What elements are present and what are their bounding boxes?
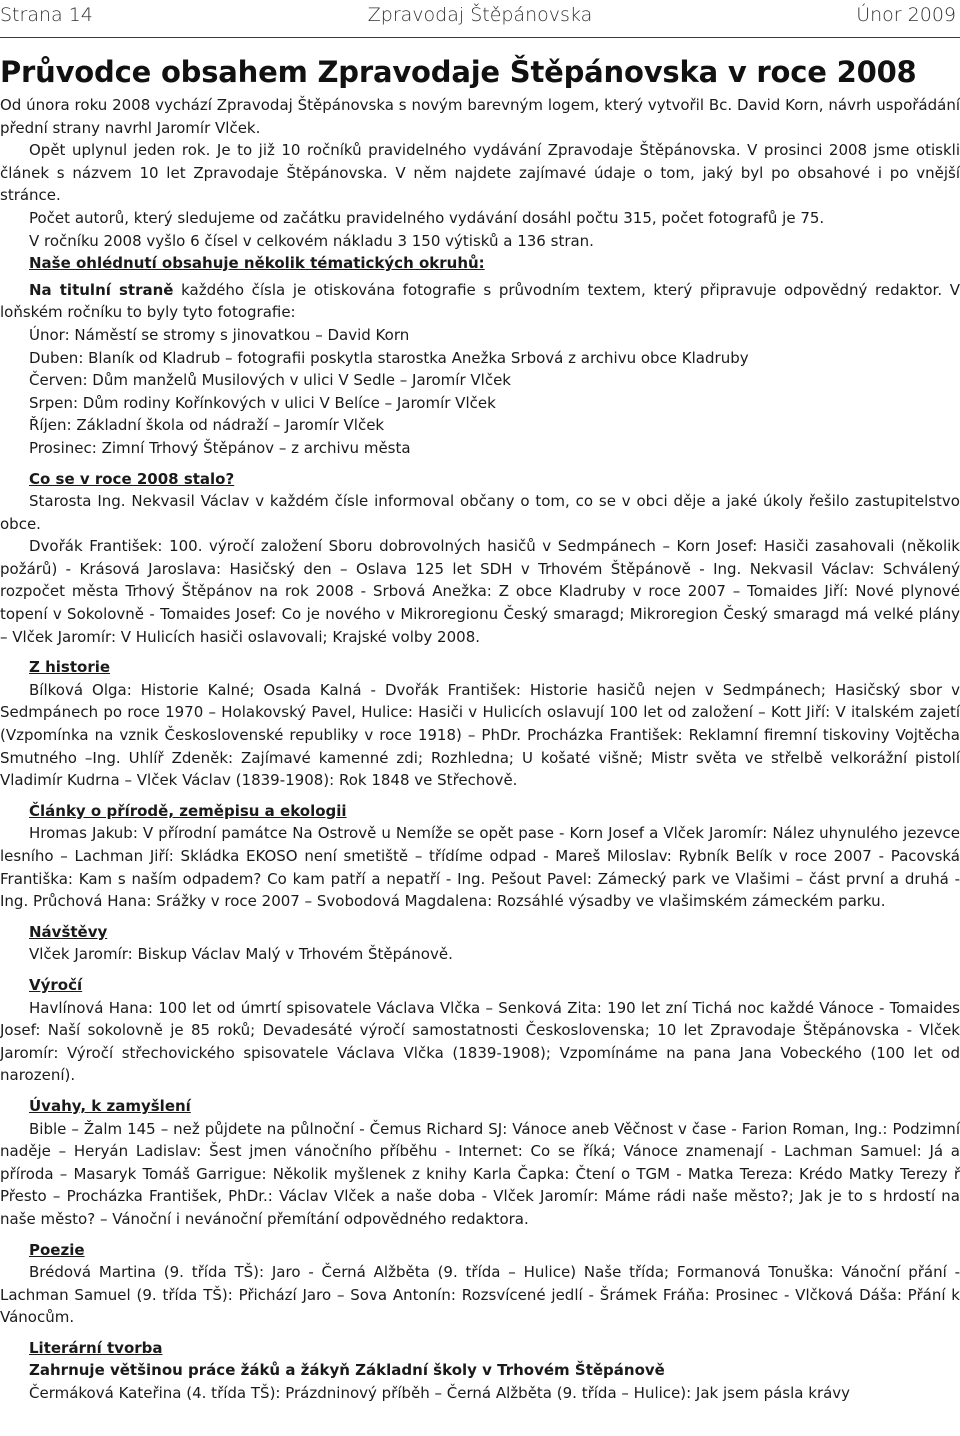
section-heading: Co se v roce 2008 stalo? [29,469,235,488]
section-paragraph: Dvořák František: 100. výročí založení Sboru dobrovolných hasičů v Sedmpánech – Korn Josef: Hasiči zasahovali (několik požárů) - Krásová Jaroslava: Hasičský den – Oslava 125 let SDH v Trhovém Štěpánově - Ing. Nekvasil Václav: Schválený rozpočet města Trhový Štěpánov na rok 2008 - Srbová Anežka: Z obce Kladruby v roce 2007 – Tomaides Jiří: Nové plynové topení v Sokolovně - Tomaides Josef: Co je nového v Mikroregionu Český smaragd; Mikroregion Český smaragd má velké plány – Vlček Jaromír: V Hulicích hasiči oslavovali; Krajské volby 2008. [0,537,960,646]
intro-paragraph: Od února roku 2008 vychází Zpravodaj Štěpánovska s novým barevným logem, který vytvořil Bc. David Korn, návrh uspořádání přední strany navrhl Jaromír Vlček. [0,96,960,137]
sections [0,460,960,1405]
list-item: Srpen: Dům rodiny Kořínkových v ulici V Belíce – Jaromír Vlček [29,393,496,412]
cover-lead: Na titulní straně [29,280,174,299]
cover-paragraph [0,279,960,324]
section-paragraph: Brédová Martina (9. třída TŠ): Jaro - Černá Alžběta (9. třída – Hulice) Naše třída; Formanová Tonuška: Vánoční přání - Lachman Samuel (9. třída TŠ): Přichází Jaro – Sova Antonín: Rozsvícené jedlí - Šrámek Fráňa: Prosinec - Vlčková Dáša: Přání k Vánocům. [0,1263,960,1327]
header-rule [0,37,960,38]
list-item: Prosinec: Zimní Trhový Štěpánov – z archivu města [29,438,411,457]
list-item: Duben: Blaník od Kladrub – fotografii poskytla starostka Anežka Srbová z archivu obce Kladruby [29,348,749,367]
section-heading: Články o přírodě, zeměpisu a ekologii [29,801,347,820]
cover-text: každého čísla je otiskována fotografie s průvodním textem, který připravuje odpovědný redaktor. V loňském ročníku to byly tyto fotografie: [0,280,960,322]
section-paragraph: Bible – Žalm 145 – než půjdete na půlnoční - Čemus Richard SJ: Vánoce aneb Věčnost v čase - Farion Roman, Ing.: Podzimní naděje – Heryán Ladislav: Šest jmen vánočního příběhu - Internet: Co se říká; Vánoce znamenají - Lachman Samuel: Já a příroda – Masaryk Tomáš Garrigue: Několik myšlenek z knihy Karla Čapka: Čtení o TGM - Matka Tereza: Krédo Matky Terezy ř Přesto – Procházka František, PhDr.: Václav Vlček a naše doba - Vlček Jaromír: Máme rádi naše město?; Jak je to s hrdostí na naše město? – Vánoční i nevánoční přemítání odpovědného redaktora. [0,1119,960,1228]
section-paragraph: Starosta Ing. Nekvasil Václav v každém čísle informoval občany o tom, co se v obci děje a jaké úkoly řešilo zastupitelstvo obce. [0,492,960,533]
intro [0,94,960,252]
list-item: Říjen: Základní škola od nádraží – Jaromír Vlček [29,416,385,435]
intro-paragraph: Počet autorů, který sledujeme od začátku pravidelného vydávání dosáhl počtu 315, počet fotografů je 75. [29,208,825,227]
section-heading: Návštěvy [29,922,108,941]
section-paragraph: Havlínová Hana: 100 let od úmrtí spisovatele Václava Vlčka – Senková Zita: 190 let zní Tichá noc každé Vánoce - Tomaides Josef: Naší sokolovně je 85 roků; Devadesáté výročí samostatnosti Československa; 10 let Zpravodaje Štěpánovska - Vlček Jaromír: Výročí střechovického spisovatele Václava Vlčka (1839-1908); Vzpomínáme na pana Jana Vobeckého (100 let od narození). [0,998,960,1085]
issue-date: Únor 2009 [856,4,956,26]
topics-heading: Naše ohlédnutí obsahuje několik tématických okruhů: [29,254,485,273]
section-subheading: Zahrnuje většinou práce žáků a žákyň Základní školy v Trhovém Štěpánově [29,1361,665,1380]
section-paragraph: Vlček Jaromír: Biskup Václav Malý v Trhovém Štěpánově. [29,945,453,964]
section-heading: Úvahy, k zamyšlení [29,1096,191,1115]
section-paragraph: Bílková Olga: Historie Kalné; Osada Kalná - Dvořák František: Historie hasičů nejen v Sedmpánech; Hasičský sbor v Sedmpánech po roce 1970 – Holakovský Pavel, Hulice: Hasiči v Hulicích oslavují 100 let od založení – Kott Jiří: V italském zajetí (Vzpomínka na vznik Československé republiky v roce 1918) – PhDr. Procházka František: Reklamní firemní tiskoviny Vojtěcha Smutného –Ing. Uhlíř Zdeněk: Zajímavé kamenné zdi; Rozhledna; U košaté višně; Mistr světa ve střelbě velkorážní pistolí Vladimír Kudrna – Vlček Václav (1839-1908): Rok 1848 ve Střechově. [0,680,960,790]
cover-list [0,324,960,460]
section-heading: Z historie [29,658,111,677]
section-paragraph: Čermáková Kateřina (4. třída TŠ): Prázdninový příběh – Černá Alžběta (9. třída – Hulice): Jak jsem pásla krávy [29,1384,851,1403]
page-header [0,0,960,40]
page-number: Strana 14 [0,4,93,26]
list-item: Červen: Dům manželů Musilových v ulici V Sedle – Jaromír Vlček [29,371,511,390]
section-heading: Literární tvorba [29,1338,163,1357]
intro-paragraph: Opět uplynul jeden rok. Je to již 10 ročníků pravidelného vydávání Zpravodaje Štěpánovska. V prosinci 2008 jsme otiskli článek s názvem 10 let Zpravodaje Štěpánovska. V něm najdete zajímavé údaje o tom, jaký byl po obsahové i po vnější stránce. [0,141,960,205]
list-item: Únor: Náměstí se stromy s jinovatkou – David Korn [29,325,410,344]
intro-paragraph: V ročníku 2008 vyšlo 6 čísel v celkovém nákladu 3 150 výtisků a 136 stran. [29,231,594,250]
section-heading: Poezie [29,1240,85,1259]
page-title: Průvodce obsahem Zpravodaje Štěpánovska v roce 2008 [0,55,917,89]
article-body [0,94,960,1405]
section-heading: Výročí [29,975,83,994]
newsletter-title: Zpravodaj Štěpánovska [367,4,593,26]
section-paragraph: Hromas Jakub: V přírodní památce Na Ostrově u Nemíže se opět pase - Korn Josef a Vlček Jaromír: Nález uhynulého jezevce lesního – Lachman Jiří: Skládka EKOSO není smetiště – třídíme odpad - Mareš Miloslav: Rybník Belík v roce 2007 - Pacovská Františka: Kam s naším odpadem? Co kam patří a nepatří - Ing. Pešout Pavel: Zámecký park ve Vlašimi – část první a druhá - Ing. Průchová Hana: Srážky v roce 2007 – Svobodová Magdalena: Rozsáhlé výsadby ve vlašimském zámeckém parku. [0,824,960,911]
